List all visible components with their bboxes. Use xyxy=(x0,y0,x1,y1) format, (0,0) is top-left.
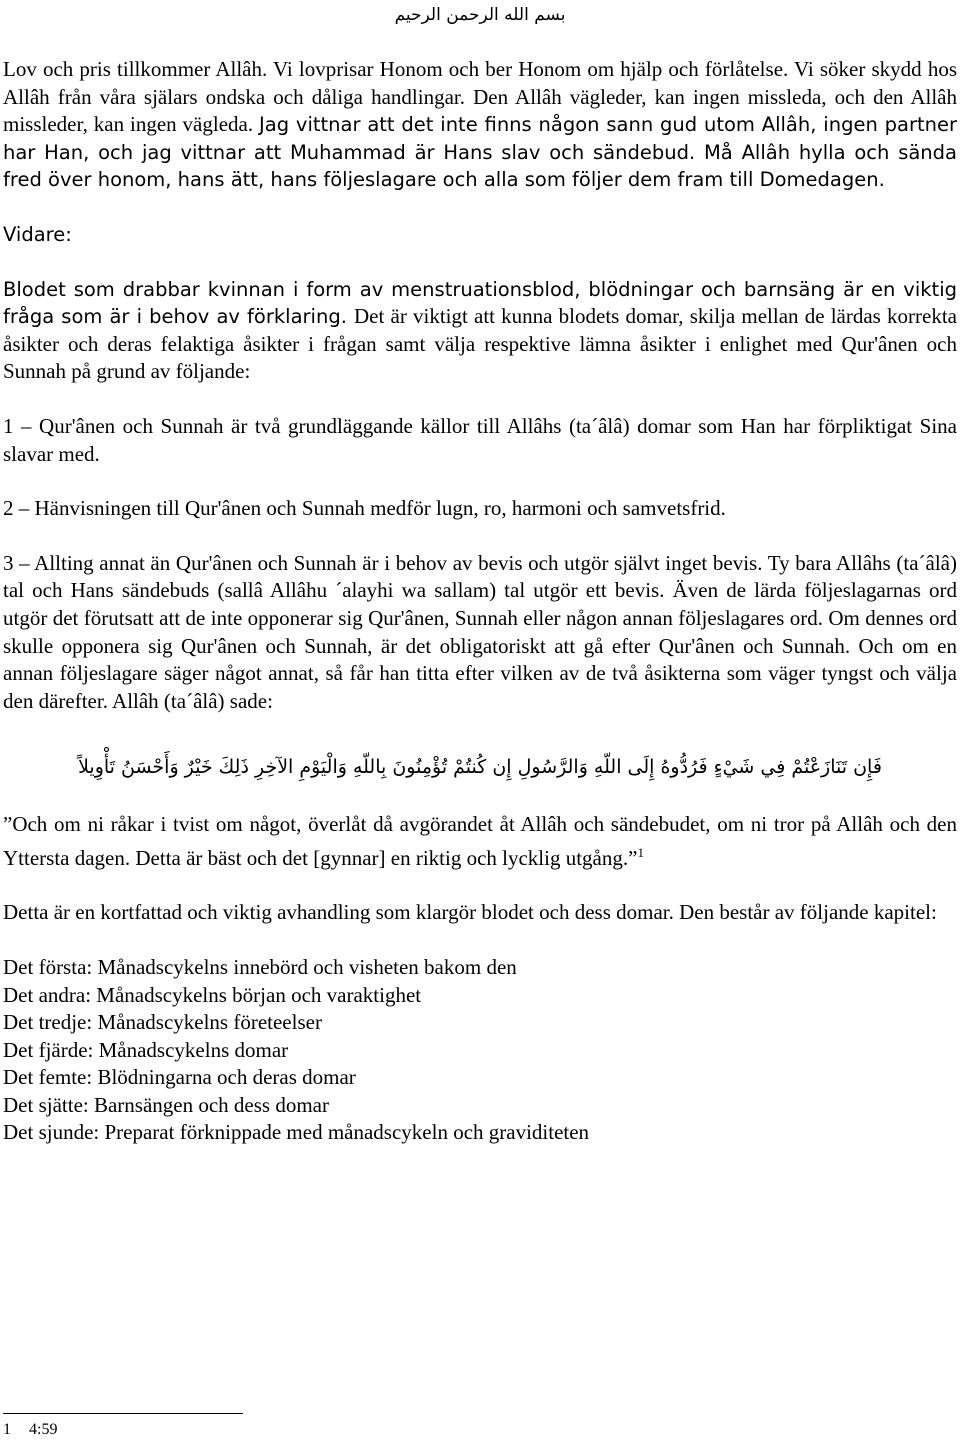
list-item: Det sjunde: Preparat förknippade med månadscykeln och graviditeten xyxy=(3,1120,590,1145)
verse-translation-text: ”Och om ni råkar i tvist om något, överlåt då avgörandet åt Allâh och sändebudet, om ni tror på Allâh och den Yttersta dagen. Detta är bäst och det [gynnar] en riktig och lycklig utgång.” xyxy=(3,812,957,870)
footnote-number: 1 xyxy=(3,1421,11,1438)
blood-sentence-2: Det är viktigt att kunna blodets domar, skilja mellan de lärdas korrekta åsikter och deras felaktiga åsikter i frågan samt välja respektive lämna åsikter i enlighet med Qur'ânen och Sunnah på grund av följande: xyxy=(3,304,957,384)
point-1: 1 – Qur'ânen och Sunnah är två grundläggande källor till Allâhs (ta´âlâ) domar som Han har förpliktigat Sina slavar med. xyxy=(3,413,957,466)
intro-sentence-1: Lov och pris tillkommer Allâh. Vi lovprisar Honom och ber Honom om hjälp och förlåtelse. Vi söker skydd hos Allâh från våra själars ondska och dåliga handlingar. Den Allâh vägleder, kan ingen missleda, och den Allâh missleder, kan ingen vägleda. xyxy=(3,57,957,137)
basmala-header: بسم الله الرحمن الرحيم xyxy=(394,5,566,25)
point-3: 3 – Allting annat än Qur'ânen och Sunnah är i behov av bevis och utgör självt inget bevis. Ty bara Allâhs (ta´âlâ) tal och Hans sändebuds (sallâ Allâhu ´alayhi wa sallam) tal utgör ett bevis. Även de lärda följeslagarnas ord utgör det förutsatt att de inte opponerar sig Qur'ânen, Sunnah eller någon annan följeslagares ord. Om dennes ord skulle opponera sig Qur'ânen och Sunnah, är det obligatoriskt att gå efter Qur'ânen och Sunnah. Och om en annan följeslagare säger något annat, så får han titta efter vilken av de två åsikterna som väger tyngst och välja den därefter. Allâh (ta´âlâ) sade: xyxy=(3,550,957,713)
list-item: Det fjärde: Månadscykelns domar xyxy=(3,1037,289,1062)
list-item: Det första: Månadscykelns innebörd och visheten bakom den xyxy=(3,955,517,980)
vidare-label xyxy=(3,221,957,249)
point-2: 2 – Hänvisningen till Qur'ânen och Sunnah medför lugn, ro, harmoni och samvetsfrid. xyxy=(3,496,726,521)
summary-paragraph: Detta är en kortfattad och viktig avhandling som klargör blodet och dess domar. Den består av följande kapitel: xyxy=(3,900,937,925)
vidare-text: Vidare: xyxy=(3,222,72,246)
footnote-divider xyxy=(3,1413,243,1414)
list-item: Det tredje: Månadscykelns företeelser xyxy=(3,1010,322,1035)
footnote-reference[interactable]: 1 xyxy=(637,844,644,860)
quran-verse-arabic: فَإِن تَنَازَعْتُمْ فِي شَيْءٍ فَرُدُّوهُ إِلَى اللّهِ وَالرَّسُولِ إِن كُنتُمْ تُؤْمِنُونَ بِاللّهِ وَالْيَوْمِ الآخِرِ ذَلِكَ خَيْرٌ وَأَحْسَنُ تَأْوِيلاً xyxy=(78,756,882,779)
list-item: Det andra: Månadscykelns början och varaktighet xyxy=(3,982,422,1007)
blood-sentence-1: Blodet som drabbar kvinnan i form av menstruationsblod, blödningar och barnsäng är en viktig fråga som är i behov av förklaring. xyxy=(3,277,957,329)
verse-translation xyxy=(3,811,957,872)
intro-sentence-2: Jag vittnar att det inte finns någon sann gud utom Allâh, ingen partner har Han, och jag vittnar att Muhammad är Hans slav och sändebud. Må Allâh hylla och sända fred över honom, hans ätt, hans följeslagare och alla som följer dem fram till Domedagen. xyxy=(3,113,958,192)
footnote-text: 4:59 xyxy=(29,1421,58,1438)
list-item: Det femte: Blödningarna och deras domar xyxy=(3,1065,356,1090)
blood-paragraph xyxy=(3,276,957,386)
list-item: Det sjätte: Barnsängen och dess domar xyxy=(3,1092,329,1117)
chapter-list xyxy=(3,954,957,1147)
intro-paragraph xyxy=(3,56,957,194)
document-page xyxy=(3,0,957,1147)
footnote xyxy=(3,1421,57,1439)
